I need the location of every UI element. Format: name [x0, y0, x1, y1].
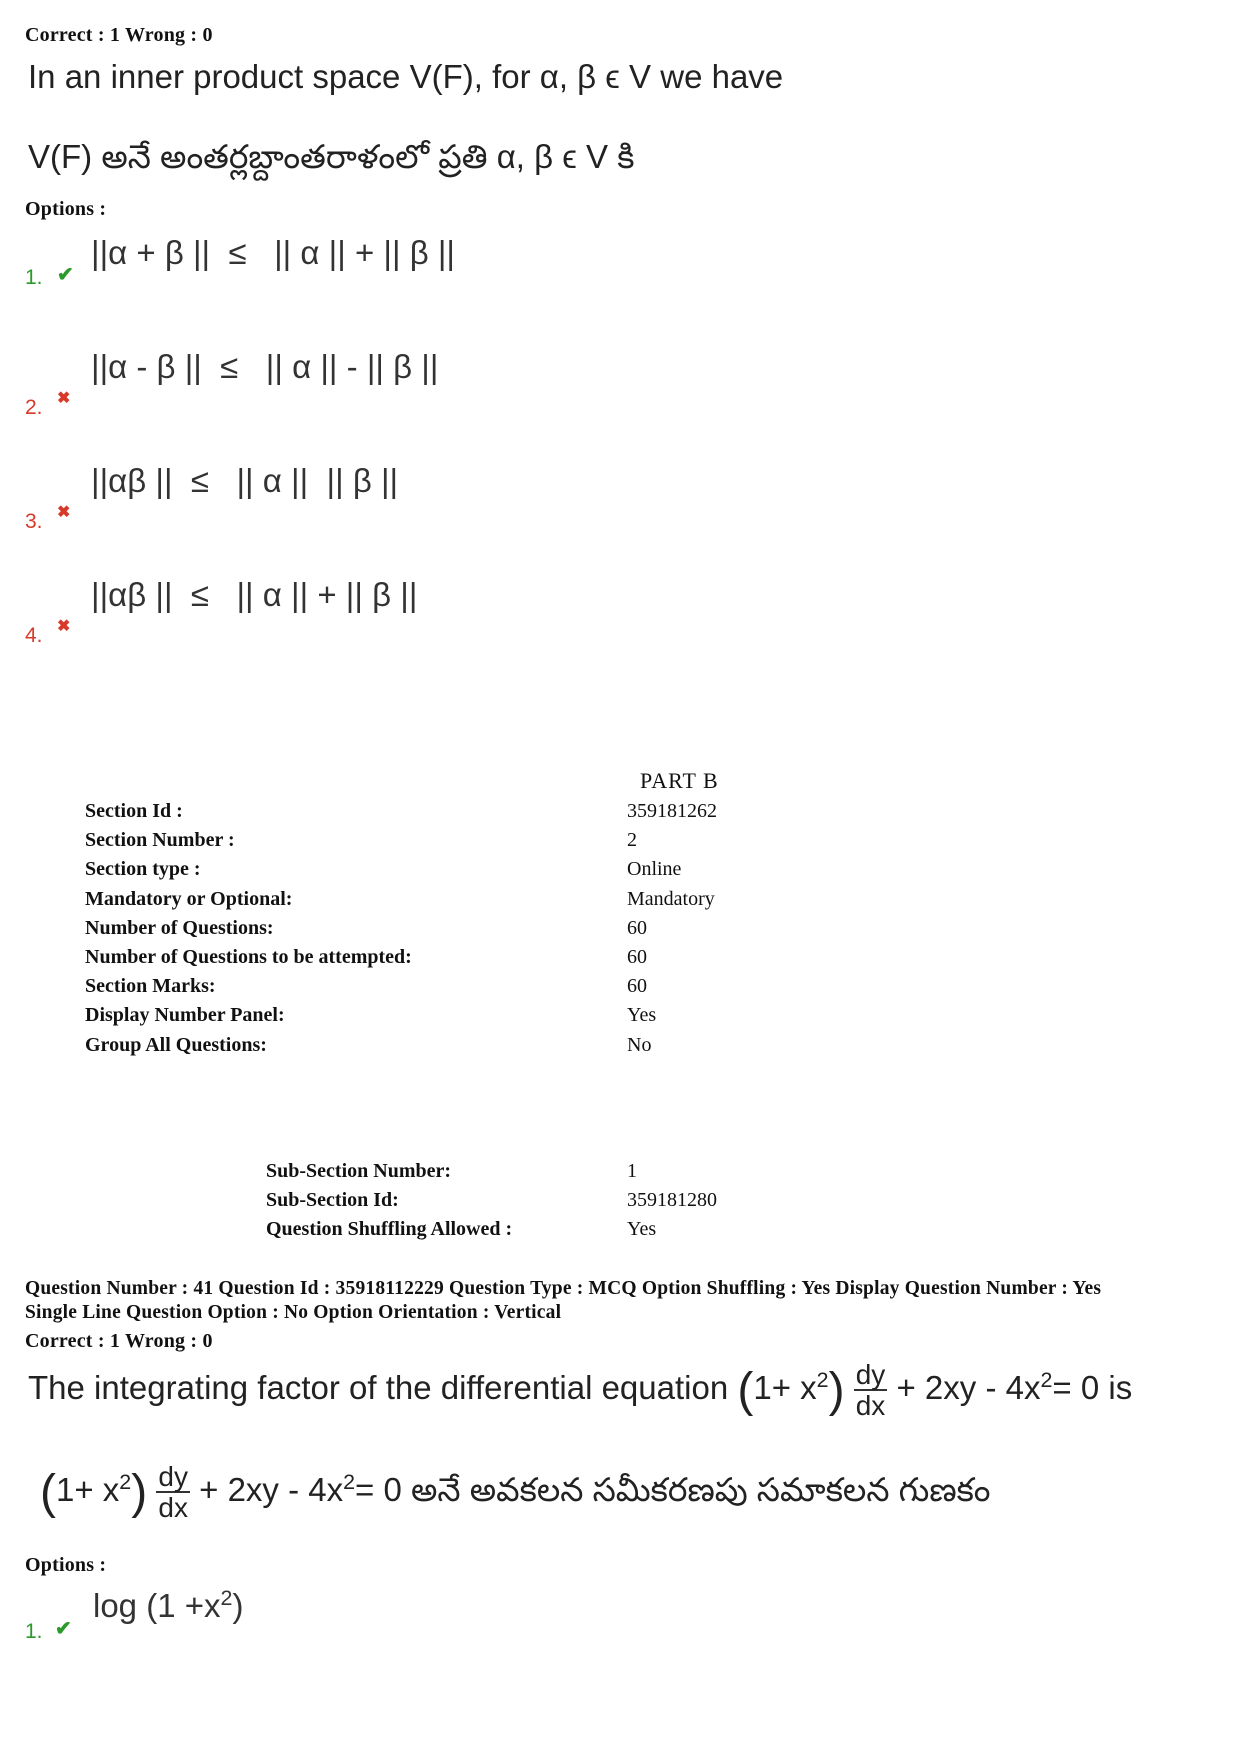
eq-rest: + 2xy - 4x	[896, 1369, 1041, 1407]
section-info-value: 60	[627, 916, 647, 939]
section-info-value: 60	[627, 975, 647, 998]
subsection-info-value: 359181280	[627, 1189, 717, 1211]
section-info-label: Section Marks:	[85, 975, 216, 998]
correct-wrong-q41: Correct : 1 Wrong : 0	[25, 1330, 213, 1352]
question-meta-line2: Single Line Question Option : No Option Orientation : Vertical	[25, 1302, 562, 1323]
option-text: $\log (1 +x^2)$	[93, 1586, 244, 1624]
question-text-te-q41: $(1+ x^2)$ $\frac{dy}{dx}$ + $2xy - 4x^2= 0$ అనే అవకలన సమీకరణపు సమాకలన గుణకం	[40, 1461, 991, 1524]
section-info-label: Display Number Panel:	[85, 1004, 285, 1027]
cross-icon: ✖	[57, 502, 71, 521]
section-info-label: Group All Questions:	[85, 1033, 267, 1056]
section-info-value: No	[627, 1033, 652, 1056]
option-text: ||αβ || ≤ || α || + || β ||	[91, 576, 418, 613]
question-suffix: is	[1108, 1369, 1133, 1407]
check-icon: ✔	[55, 1616, 72, 1640]
eq-fraction: $\frac{dy}{dx}$	[855, 1359, 886, 1422]
section-info-label: Section Number :	[85, 829, 235, 852]
option-number: 1.	[25, 1620, 43, 1643]
question-prefix: The integrating factor of the differential equation	[28, 1369, 729, 1407]
eq-sup: 2	[816, 1368, 829, 1393]
question-text-en-q41: The integrating factor of the differential equation $(1+ x^2)$ $\frac{dy}{dx}$ + $2xy - 4x^2= 0$ is	[28, 1359, 1133, 1422]
options-label-q41: Options :	[25, 1554, 107, 1576]
correct-wrong-q40: Correct : 1 Wrong : 0	[25, 24, 213, 46]
section-info-label: Number of Questions to be attempted:	[85, 946, 412, 968]
subsection-info-label: Question Shuffling Allowed :	[266, 1218, 513, 1240]
section-info-value: Online	[627, 858, 682, 881]
option-number: 4.	[25, 624, 43, 647]
section-info-value: Mandatory	[627, 887, 715, 910]
section-info-label: Section Id :	[85, 800, 183, 822]
section-info-label: Number of Questions:	[85, 916, 274, 939]
question-te-suffix: అనే అవకలన సమీకరణపు సమాకలన గుణకం	[411, 1471, 991, 1509]
question-meta-line1: Question Number : 41 Question Id : 35918112229 Question Type : MCQ Option Shuffling : Yes Display Question Number : Yes	[25, 1278, 1102, 1299]
option-text: ||αβ || ≤ || α || || β ||	[91, 462, 399, 499]
section-info-value: 359181262	[627, 800, 717, 822]
option-number: 1.	[25, 266, 43, 289]
option-text: ||α - β || ≤ || α || - || β ||	[91, 348, 439, 385]
option-text: ||α + β || ≤ || α || + || β ||	[91, 234, 455, 271]
section-info-label: Section type :	[85, 858, 201, 881]
subsection-info-label: Sub-Section Id:	[266, 1189, 399, 1211]
option-number: 3.	[25, 510, 43, 533]
question-text-en: In an inner product space V(F), for α, β ϵ V we have	[28, 58, 784, 95]
section-info-label: Mandatory or Optional:	[85, 887, 293, 910]
subsection-info-label: Sub-Section Number:	[266, 1160, 452, 1182]
question-text-te: V(F) అనే అంతర్లబ్దాంతరాళంలో ప్రతి α, β ϵ V కి	[28, 138, 635, 175]
part-title: PART B	[640, 768, 719, 793]
section-info-value: Yes	[627, 1004, 657, 1027]
section-info-value: 2	[627, 829, 637, 852]
options-label-q40: Options :	[25, 198, 107, 220]
cross-icon: ✖	[57, 388, 71, 407]
subsection-info-value: Yes	[627, 1218, 657, 1240]
cross-icon: ✖	[57, 616, 71, 635]
check-icon: ✔	[57, 262, 74, 286]
section-info-value: 60	[627, 946, 647, 968]
option-number: 2.	[25, 396, 43, 419]
subsection-info-value: 1	[627, 1160, 637, 1182]
eq-one-plus: 1+ x	[753, 1369, 817, 1407]
